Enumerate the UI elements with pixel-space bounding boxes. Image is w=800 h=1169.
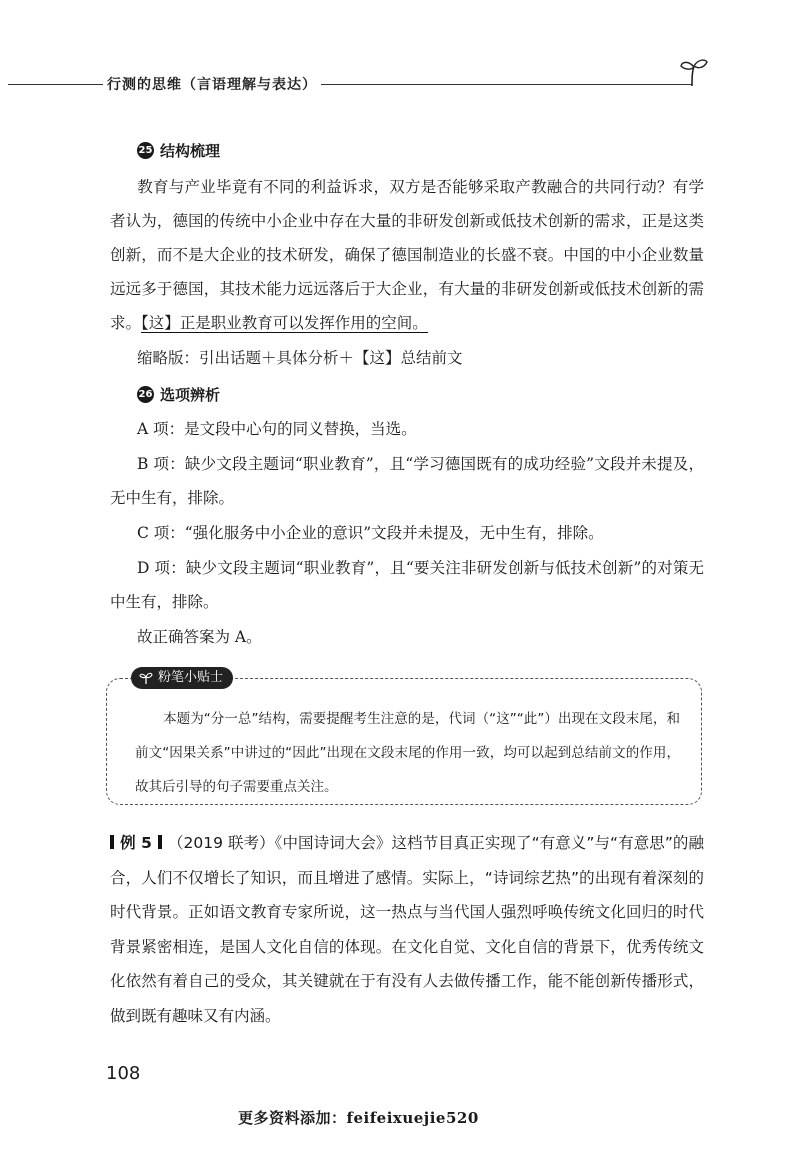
options-heading-text: 选项辨析 [160,386,221,404]
example-label: 例 5 [120,834,152,852]
structure-paragraph [110,170,704,340]
example-paragraph [110,826,704,1033]
example-bar-right [158,835,162,849]
example-bar-left [110,835,114,849]
option-c: C 项：“强化服务中小企业的意识”文段并未提及，无中生有，排除。 [137,524,604,542]
structure-paragraph-text: 教育与产业毕竟有不同的利益诉求，双方是否能够采取产教融合的共同行动？有学者认为，德国的传统中小企业中存在大量的非研发创新或低技术创新的需求，正是这类创新，而不是大企业的技术研发，确保了德国制造业的长盛不衰。中国的中小企业数量远远多于德国，其技术能力远远落后于大企业，有大量的非研发创新或低技术创新的需求。 [110,178,704,332]
answer-line: 故正确答案为 A。 [137,628,262,646]
section-number-badge: 25 [137,142,154,159]
option-b [110,447,704,515]
tip-text-body: 本题为“分一总”结构，需要提醒考生注意的是，代词（“这”“此”）出现在文段末尾，和前文“因果关系”中讲过的“因此”出现在文段末尾的作用一致，均可以起到总结前文的作用，故其后引导的句子需要重点关注。 [135,711,680,795]
option-b-text: B 项：缺少文段主题词“职业教育”，且“学习德国既有的成功经验”文段并未提及，无中生有，排除。 [110,455,704,507]
tip-label [131,667,233,689]
footer-note: 更多资料添加：feifeixuejie520 [238,1109,479,1127]
header-rule-right [300,84,692,85]
tip-label-text: 粉笔小贴士 [158,670,224,685]
summary-line: 缩略版：引出话题＋具体分析＋【这】总结前文 [137,349,463,367]
option-d [110,551,704,619]
page-number: 108 [106,1063,141,1084]
example-text: （2019 联考）《中国诗词大会》这档节目真正实现了“有意义”与“有意思”的融合，人们不仅增长了知识，而且增进了感情。实际上，“诗词综艺热”的出现有着深刻的时代背景。正如语文教育专家所说，这一热点与当代国人强烈呼唤传统文化回归的时代背景紧密相连，是国人文化自信的体现。在文化自觉、文化自信的背景下，优秀传统文化依然有着自己的受众，其关键就在于有没有人去做传播工作，能不能创新传播形式，做到既有趣味又有内涵。 [110,834,704,1025]
option-a: A 项：是文段中心句的同义替换，当选。 [137,420,417,438]
tip-text [135,702,680,804]
sprout-icon [139,671,153,685]
structure-paragraph-highlight: 【这】正是职业教育可以发挥作用的空间。 [141,314,428,332]
options-heading [137,384,220,405]
structure-heading-text: 结构梳理 [160,142,221,160]
structure-heading [137,140,220,161]
option-d-text: D 项：缺少文段主题词“职业教育”，且“要关注非研发创新与低技术创新”的对策无中生有，排除。 [110,559,704,611]
sprout-icon [680,58,708,88]
running-header-title: 行测的思维（言语理解与表达） [103,74,321,94]
header-rule-left [8,84,108,85]
section-number-badge: 26 [137,386,154,403]
